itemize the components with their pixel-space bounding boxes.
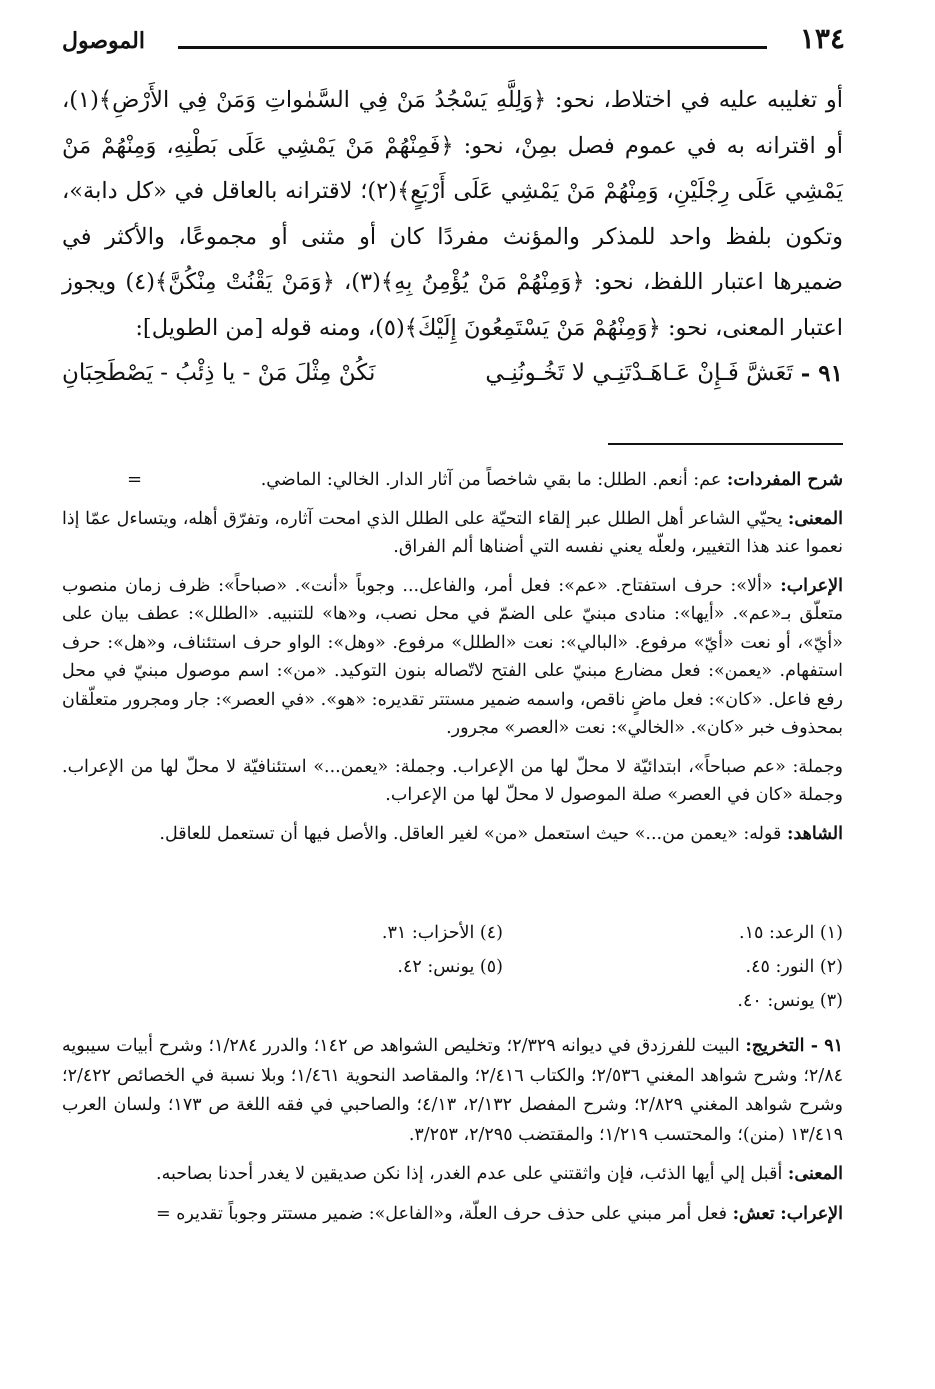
verse-irab-text: فعل أمر مبني على حذف حرف العلّة، و«الفاعل»: ضمير مستتر وجوباً تقديره — [176, 1203, 727, 1224]
irab-text: «ألا»: حرف استفتاح. «عم»: فعل أمر، والفاعل... وجوباً «أنت». «صباحاً»: ظرف زمان منصوب متعلّق بـ«عم». «أيها»: منادى مبنيّ على الضمّ في محل نصب، و«ها» للتنبيه. «الطلل»: عطف بيان على «أيّ»، أو نعت «أيّ» مرفوع. «البالي»: نعت «الطلل» مرفوع. «وهل»: الواو حرف استئناف، و«هل»: حرف استفهام. «يعمن»: فعل مضارع مبنيّ على الفتح لاتّصاله بنون التوكيد. «من»: اسم موصول مبنيّ في محل رفع فاعل. «كان»: فعل ماضٍ ناقص، واسمه ضمير مستتر تقديره: «هو». «في العصر»: جار ومجرور متعلّقان بمحذوف خبر «كان». «الخالي»: نعت «العصر» مجرور. — [62, 575, 844, 738]
continuation-mark: = — [127, 469, 143, 490]
irab-note — [62, 572, 843, 743]
chapter-title: الموصول — [62, 28, 145, 54]
vocab-text: عم: أنعم. الطلل: ما بقي شاخصاً من آثار الدار. الخالي: الماضي. — [260, 470, 722, 490]
verse-meaning-text: أقبل إلي أيها الذئب، فإن واثقتني على عدم الغدر، إذا نكن صديقين لا يغدر أحدنا بصاحبه. — [156, 1164, 783, 1184]
header-rule — [178, 46, 767, 49]
vocab-note — [62, 466, 843, 495]
verse-notes-block — [62, 1032, 843, 1239]
vocab-label: شرح المفردات: — [726, 470, 843, 490]
continuation-mark: = — [155, 1203, 171, 1224]
verse-second-hemistich: نَكُنْ مِثْلَ مَنْ - يا ذِئْبُ - يَصْطَحِبَانِ — [62, 360, 376, 386]
verse-meaning-note — [62, 1160, 843, 1190]
main-paragraph: أو تغليبه عليه في اختلاط، نحو: ﴿وَلِلَّهِ يَسْجُدُ مَنْ فِي السَّمٰواتِ وَمَنْ فِي الأَرْضِ﴾(١)، أو اقترانه به في عموم فصل بمِنْ، نحو: ﴿فَمِنْهُمْ مَنْ يَمْشِي عَلَى بَطْنِهِ، وَمِنْهُمْ مَنْ يَمْشِي عَلَى رِجْلَيْنِ، وَمِنْهُمْ مَنْ يَمْشِي عَلَى أَرْبَعٍ﴾(٢)؛ لاقترانه بالعاقل في «كل دابة»، وتكون بلفظ واحد للمذكر والمؤنث مفردًا كان أو مثنى أو مجموعًا، والأكثر في ضميرها اعتبار اللفظ، نحو: ﴿وَمِنْهُمْ مَنْ يُؤْمِنُ بِهِ﴾(٣)، ﴿وَمَنْ يَقْنُتْ مِنْكُنَّ﴾(٤) ويجوز اعتبار المعنى، نحو: ﴿وَمِنْهُمْ مَنْ يَسْتَمِعُونَ إِلَيْكَ﴾(٥)، ومنه قوله [من الطويل]: — [62, 87, 843, 341]
jumla-note: وجملة: «عم صباحاً»، ابتدائيّة لا محلّ لها من الإعراب. وجملة: «يعمن...» استئنافيّة لا محلّ لها من الإعراب. وجملة «كان في العصر» صلة الموصول لا محلّ لها من الإعراب. — [62, 756, 843, 805]
takhrij-label: ٩١ - التخريج: — [745, 1036, 843, 1056]
page-header — [62, 22, 845, 62]
main-text — [62, 78, 843, 351]
quran-references — [62, 916, 843, 1026]
reference-item: (١) الرعد: ١٥. — [739, 923, 843, 943]
meaning-label: المعنى: — [787, 508, 843, 529]
shahid-label: الشاهد: — [786, 823, 843, 844]
reference-item: (٢) النور: ٤٥. — [745, 957, 843, 977]
takhrij-note — [62, 1032, 843, 1150]
verse-meaning-label: المعنى: — [787, 1164, 843, 1184]
reference-item: (٤) الأحزاب: ٣١. — [381, 923, 503, 943]
reference-item: (٥) يونس: ٤٢. — [397, 957, 503, 977]
meaning-note — [62, 505, 843, 562]
shahid-note — [62, 820, 843, 849]
verse-irab-label: الإعراب: — [780, 1203, 843, 1224]
irab-label: الإعراب: — [780, 575, 843, 596]
reference-item: (٣) يونس: ٤٠. — [737, 991, 843, 1011]
poetry-verse — [62, 360, 843, 400]
takhrij-text: البيت للفرزدق في ديوانه ٢/٣٢٩؛ وتخليص الشواهد ص ١٤٢؛ والدرر ١/٢٨٤؛ وشرح أبيات سيبويه ٢/٨٤؛ وشرح شواهد المغني ٢/٥٣٦؛ والكتاب ٢/٤١٦؛ والمقاصد النحوية ١/٤٦١؛ وبلا نسبة في الخصائص ٢/٤٢٢؛ وشرح شواهد المغني ٢/٨٢٩؛ وشرح المفصل ٢/١٣٢، ٤/١٣؛ والصاحبي في فقه اللغة ص ١٧٣؛ ولسان العرب ١٣/٤١٩ (منن)؛ والمحتسب ١/٢١٩؛ والمقتضب ٢/٢٩٥، ٣/٢٥٣. — [62, 1036, 844, 1145]
footnotes-block — [62, 466, 843, 858]
verse-irab-note — [62, 1200, 843, 1230]
verse-first-hemistich: تَعَشَّ فَـإِنْ عَـاهَـدْتَنِـي لا تَخُـونُنِـي — [485, 360, 793, 386]
verse-number: ٩١ - — [800, 360, 843, 387]
verse-irab-word: تعش: — [732, 1203, 775, 1224]
footnote-separator — [608, 443, 843, 445]
shahid-text: قوله: «يعمن من...» حيث استعمل «من» لغير العاقل. والأصل فيها أن تستعمل للعاقل. — [159, 823, 782, 844]
page-number: ١٣٤ — [799, 22, 845, 55]
meaning-text: يحيّي الشاعر أهل الطلل عبر إلقاء التحيّة على الطلل الذي امحت آثاره، وتفرّق أهله، ويتساءل عمّا إذا نعموا عند هذا التغيير، ولعلّه يعني نفسه التي أضناها ألم الفراق. — [62, 508, 843, 557]
